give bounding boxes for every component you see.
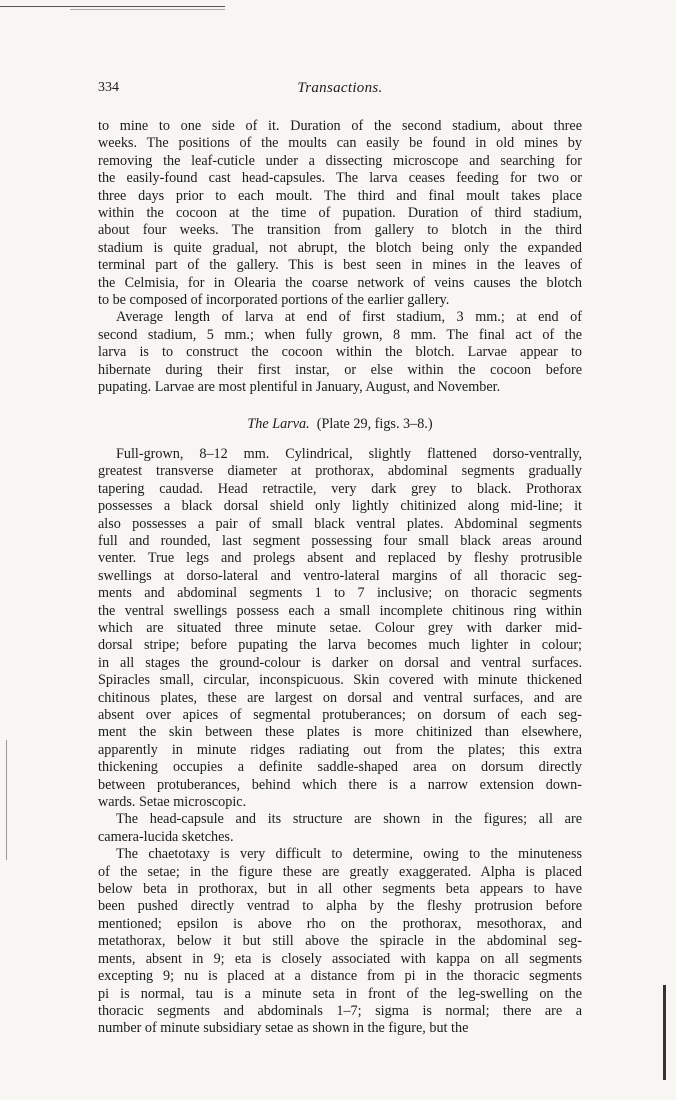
text-line: also possesses a pair of small black ventral plates. Abdominal segments [98, 515, 582, 532]
text-line: Average length of larva at end of first stadium, 3 mm.; at end of [116, 309, 582, 326]
text-line: the easily-found cast head-capsules. The larva ceases feeding for two or [98, 170, 582, 187]
text-line: number of minute subsidiary setae as shown in the figure, but the [98, 1020, 469, 1037]
section-heading [98, 416, 582, 433]
text-line: the Celmisia, for in Olearia the coarse network of veins causes the blotch [98, 274, 582, 291]
text-line: excepting 9; nu is placed at a distance from pi in the thoracic segments [98, 968, 582, 985]
text-line: pupating. Larvae are most plentiful in January, August, and November. [98, 379, 501, 396]
text-line: three days prior to each moult. The third and final moult takes place [98, 187, 582, 204]
text-line: larva is to construct the cocoon within the blotch. Larvae appear to [98, 344, 582, 361]
text-line: Full-grown, 8–12 mm. Cylindrical, slightly flattened dorso-ventrally, [116, 445, 582, 462]
top-rule-faint [70, 9, 225, 10]
text-line: below beta in prothorax, but in all other segments beta appears to have [98, 881, 582, 898]
page-header [98, 80, 582, 102]
text-line: in all stages the ground-colour is darker on dorsal and ventral surfaces. [98, 654, 582, 671]
text-line: venter. True legs and prolegs absent and replaced by fleshy protrusible [98, 550, 582, 567]
paragraph [98, 309, 582, 396]
text-line: removing the leaf-cuticle under a dissecting microscope and searching for [98, 152, 582, 169]
text-line: full and rounded, last segment possessing four small black areas around [98, 532, 582, 549]
running-title: Transactions. [297, 80, 383, 96]
text-line: between protuberances, behind which there is a narrow extension down- [98, 776, 582, 793]
text-line: chitinous plates, these are largest on dorsal and ventral surfaces, and are [98, 689, 582, 706]
text-line: mentioned; epsilon is above rho on the prothorax, mesothorax, and [98, 915, 582, 932]
text-line: of the setae; in the figure these are greatly exaggerated. Alpha is placed [98, 863, 582, 880]
text-line: been pushed directly ventrad to alpha by the fleshy protrusion before [98, 898, 582, 915]
paragraph [98, 446, 582, 812]
text-line: apparently in minute ridges radiating out from the plates; this extra [98, 741, 582, 758]
text-line: within the cocoon at the time of pupation. Duration of third stadium, [98, 205, 582, 222]
text-line: weeks. The positions of the moults can easily be found in old mines by [98, 135, 582, 152]
text-line: The head-capsule and its structure are shown in the figures; all are [116, 811, 582, 828]
text-line: thoracic segments and abdominals 1–7; sigma is normal; there are a [98, 1002, 582, 1019]
text-line: wards. Setae microscopic. [98, 794, 247, 811]
text-line: tapering caudad. Head retractile, very dark grey to black. Prothorax [98, 480, 582, 497]
text-line: metathorax, below it but still above the spiracle in the abdominal seg- [98, 933, 582, 950]
text-line: absent over apices of segmental protuberances; on dorsum of each seg- [98, 707, 582, 723]
text-line: possesses a black dorsal shield only lightly chitinized along mid-line; it [98, 498, 582, 515]
text-line: ments, absent in 9; eta is closely associated with kappa on all segments [98, 950, 582, 967]
intro-paragraphs [98, 118, 582, 397]
text-line: pi is normal, tau is a minute seta in front of the leg-swelling on the [98, 985, 582, 1002]
text-line: The chaetotaxy is very difficult to determine, owing to the minuteness [116, 846, 582, 863]
text-line: second stadium, 5 mm.; when fully grown, 8 mm. The final act of the [98, 326, 582, 343]
left-margin-mark [6, 740, 7, 860]
page-number: 334 [98, 80, 119, 95]
text-line: ment the skin between these plates is more chitinized than elsewhere, [98, 724, 582, 741]
text-line: hibernate during their first instar, or else within the cocoon before [98, 361, 582, 378]
larva-paragraphs [98, 446, 582, 1038]
text-line: camera-lucida sketches. [98, 828, 234, 845]
text-line: terminal part of the gallery. This is best seen in mines in the leaves of [98, 257, 582, 274]
text-line: swellings at dorso-lateral and ventro-lateral margins of all thoracic seg- [98, 567, 582, 584]
text-line: thickening occupies a definite saddle-shaped area on dorsum directly [98, 759, 582, 776]
plate-reference: (Plate 29, figs. 3–8.) [316, 415, 433, 432]
paragraph [98, 118, 582, 309]
text-line: dorsal stripe; before pupating the larva becomes much lighter in colour; [98, 637, 582, 654]
text-line: to mine to one side of it. Duration of the second stadium, about three [98, 118, 582, 134]
margin-scan-mark [663, 985, 666, 1080]
paragraph [98, 811, 582, 846]
text-line: Spiracles small, circular, inconspicuous. Skin covered with minute thickened [98, 672, 582, 689]
text-line: which are situated three minute setae. Colour grey with darker mid- [98, 619, 582, 636]
text-line: the ventral swellings possess each a small incomplete chitinous ring within [98, 602, 582, 619]
page-body [98, 118, 582, 1038]
text-line: to be composed of incorporated portions of the earlier gallery. [98, 292, 450, 309]
paragraph [98, 846, 582, 1037]
text-line: greatest transverse diameter at prothorax, abdominal segments gradually [98, 463, 582, 480]
text-line: ments and abdominal segments 1 to 7 inclusive; on thoracic segments [98, 585, 582, 602]
top-rule [0, 6, 225, 7]
text-line: stadium is quite gradual, not abrupt, the blotch being only the expanded [98, 239, 582, 256]
section-title: The Larva. [247, 415, 310, 432]
text-line: about four weeks. The transition from gallery to blotch in the third [98, 222, 582, 239]
